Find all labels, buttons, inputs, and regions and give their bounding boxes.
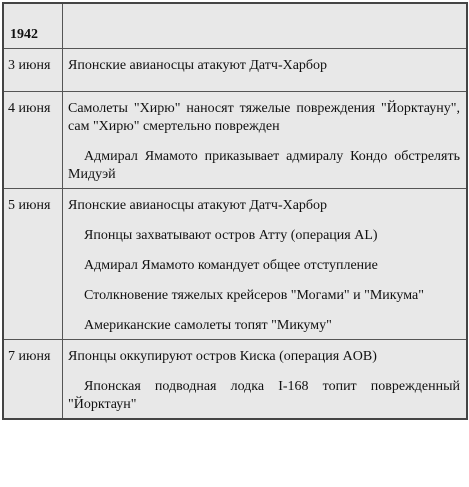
table-row [3, 340, 467, 420]
table-row [3, 92, 467, 189]
timeline-table [2, 2, 468, 420]
events-cell [63, 92, 468, 189]
event-text: Японцы оккупируют остров Киска (операция AOB) [68, 349, 377, 364]
date-cell: 5 июня [3, 189, 63, 340]
event-text: Американские самолеты топят "Микуму" [84, 318, 332, 333]
event-text: Японские авианосцы атакуют Датч-Харбор [68, 58, 328, 73]
date-cell: 7 июня [3, 340, 63, 420]
event-text: Японцы захватывают остров Атту (операция AL) [84, 228, 378, 243]
date-cell: 4 июня [3, 92, 63, 189]
events-cell [63, 189, 468, 340]
date-cell: 3 июня [3, 49, 63, 92]
year-cell [3, 3, 63, 49]
event-text: Адмирал Ямамото командует общее отступление [84, 258, 378, 273]
event-text: Самолеты "Хирю" наносят тяжелые повреждения "Йорктауну", сам "Хирю" смертельно поврежден [68, 101, 460, 134]
year-label: 1942 [10, 27, 38, 42]
event-text: Японская подводная лодка I-168 топит поврежденный "Йорктаун" [68, 379, 460, 412]
event-text: Японские авианосцы атакуют Датч-Харбор [68, 198, 328, 213]
table-row [3, 189, 467, 340]
header-blank-cell [63, 3, 468, 49]
events-cell [63, 49, 468, 92]
event-text: Столкновение тяжелых крейсеров "Могами" и "Микума" [84, 288, 424, 303]
events-cell [63, 340, 468, 420]
header-row [3, 3, 467, 49]
table-row [3, 49, 467, 92]
event-text: Адмирал Ямамото приказывает адмиралу Кондо обстрелять Мидуэй [68, 149, 460, 182]
